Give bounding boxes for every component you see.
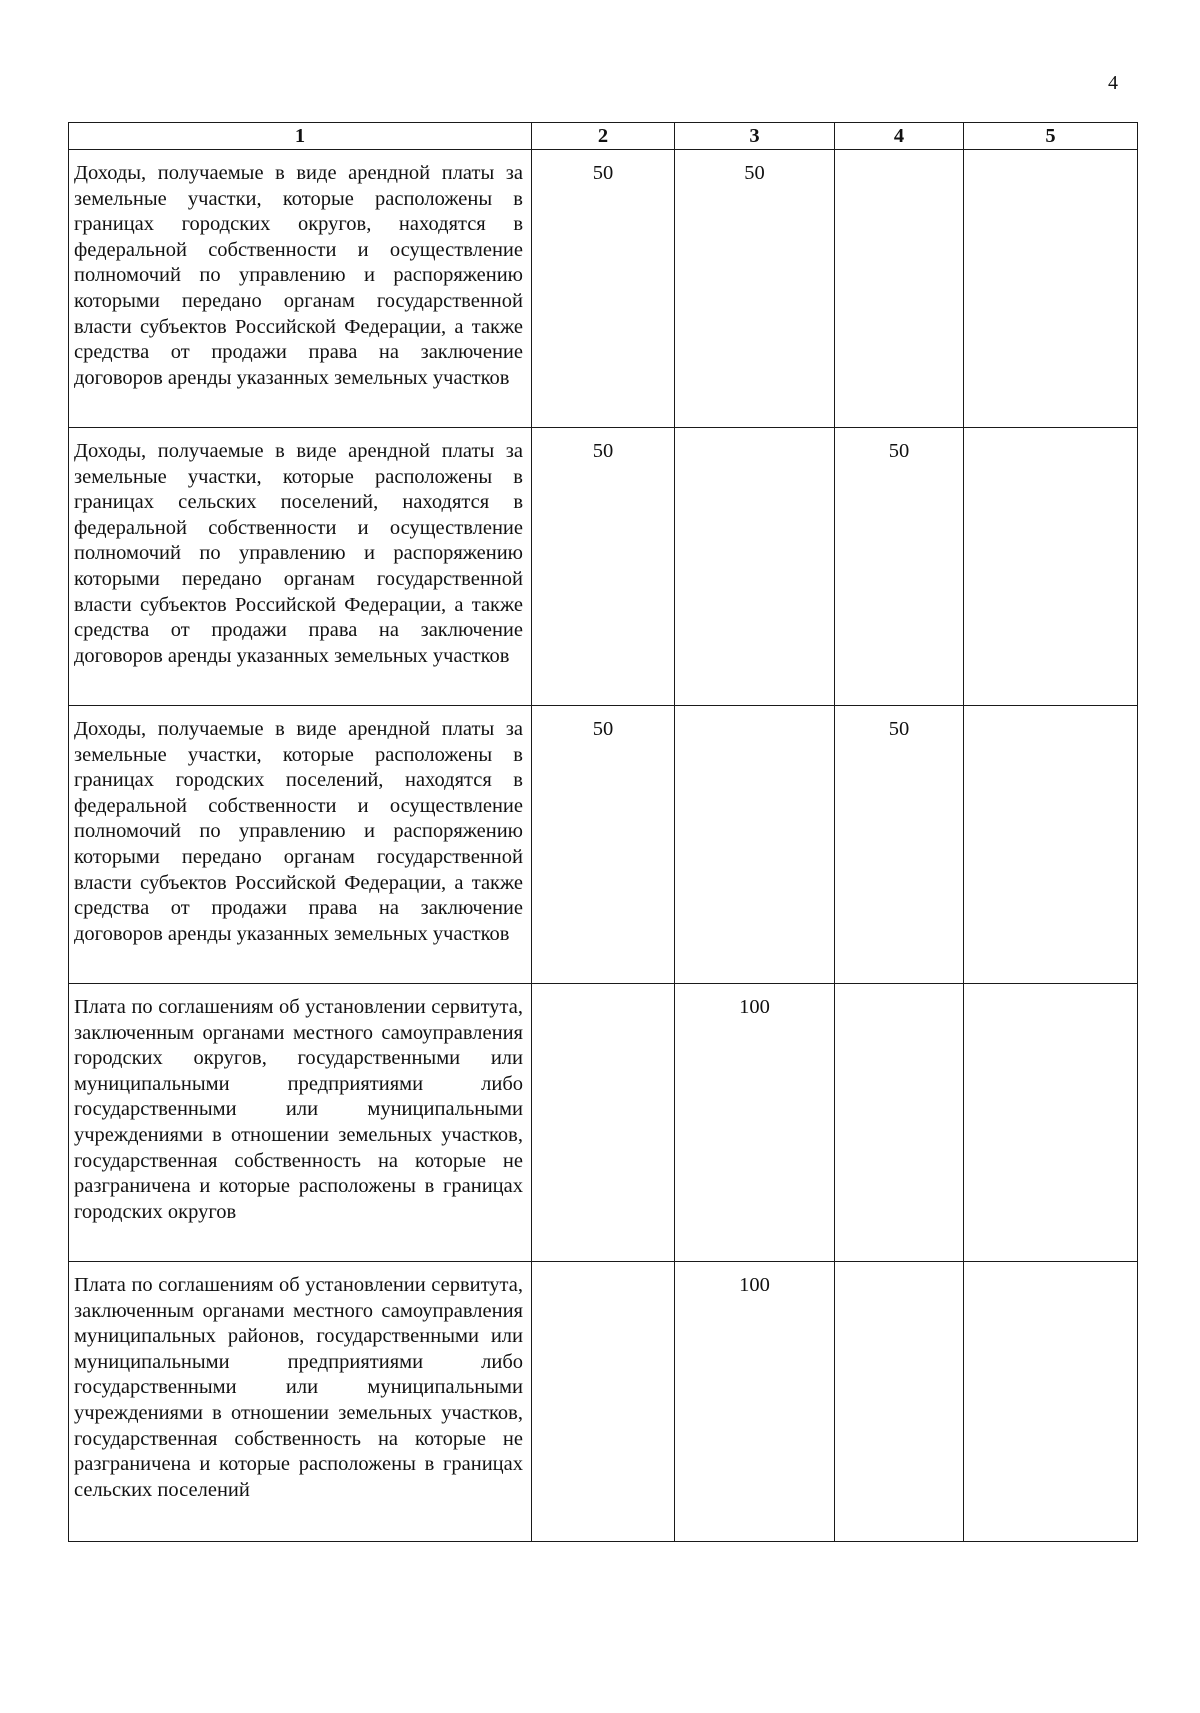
column-header-1: 1 [69, 123, 532, 150]
revenue-distribution-table [68, 122, 1138, 1542]
column-header-2: 2 [532, 123, 675, 150]
cell-column-4 [835, 984, 964, 1262]
revenue-description: Доходы, получаемые в виде арендной платы за земельные участки, которые расположены в границах городских округов, находятся в федеральной собственности и осуществление полномочий по управлению и распоряжению которыми передано органам государственной власти субъектов Российской Федерации, а также средства от продажи права на заключение договоров аренды указанных земельных участков [69, 150, 532, 428]
page-number: 4 [1108, 72, 1118, 94]
cell-column-4: 50 [835, 428, 964, 706]
revenue-description: Доходы, получаемые в виде арендной платы за земельные участки, которые расположены в границах городских поселений, находятся в федеральной собственности и осуществление полномочий по управлению и распоряжению которыми передано органам государственной власти субъектов Российской Федерации, а также средства от продажи права на заключение договоров аренды указанных земельных участков [69, 706, 532, 984]
cell-column-2: 50 [532, 428, 675, 706]
cell-column-2: 50 [532, 706, 675, 984]
cell-column-3 [675, 428, 835, 706]
table-row [69, 984, 1138, 1262]
column-header-5: 5 [964, 123, 1138, 150]
table-row [69, 428, 1138, 706]
cell-column-3: 50 [675, 150, 835, 428]
column-header-3: 3 [675, 123, 835, 150]
table-row [69, 1262, 1138, 1542]
cell-column-4: 50 [835, 706, 964, 984]
cell-column-5 [964, 984, 1138, 1262]
table-row [69, 150, 1138, 428]
cell-column-2 [532, 984, 675, 1262]
revenue-description: Плата по соглашениям об установлении сервитута, заключенным органами местного самоуправления городских округов, государственными или муниципальными предприятиями либо государственными или муниципальными учреждениями в отношении земельных участков, государственная собственность на которые не разграничена и которые расположены в границах городских округов [69, 984, 532, 1262]
cell-column-2: 50 [532, 150, 675, 428]
cell-column-5 [964, 150, 1138, 428]
cell-column-4 [835, 150, 964, 428]
table-header-row [69, 123, 1138, 150]
cell-column-5 [964, 1262, 1138, 1542]
cell-column-3 [675, 706, 835, 984]
cell-column-2 [532, 1262, 675, 1542]
cell-column-3: 100 [675, 1262, 835, 1542]
cell-column-5 [964, 706, 1138, 984]
cell-column-4 [835, 1262, 964, 1542]
revenue-description: Плата по соглашениям об установлении сервитута, заключенным органами местного самоуправления муниципальных районов, государственными или муниципальными предприятиями либо государственными или муниципальными учреждениями в отношении земельных участков, государственная собственность на которые не разграничена и которые расположены в границах сельских поселений [69, 1262, 532, 1542]
cell-column-5 [964, 428, 1138, 706]
column-header-4: 4 [835, 123, 964, 150]
cell-column-3: 100 [675, 984, 835, 1262]
revenue-description: Доходы, получаемые в виде арендной платы за земельные участки, которые расположены в границах сельских поселений, находятся в федеральной собственности и осуществление полномочий по управлению и распоряжению которыми передано органам государственной власти субъектов Российской Федерации, а также средства от продажи права на заключение договоров аренды указанных земельных участков [69, 428, 532, 706]
table-row [69, 706, 1138, 984]
